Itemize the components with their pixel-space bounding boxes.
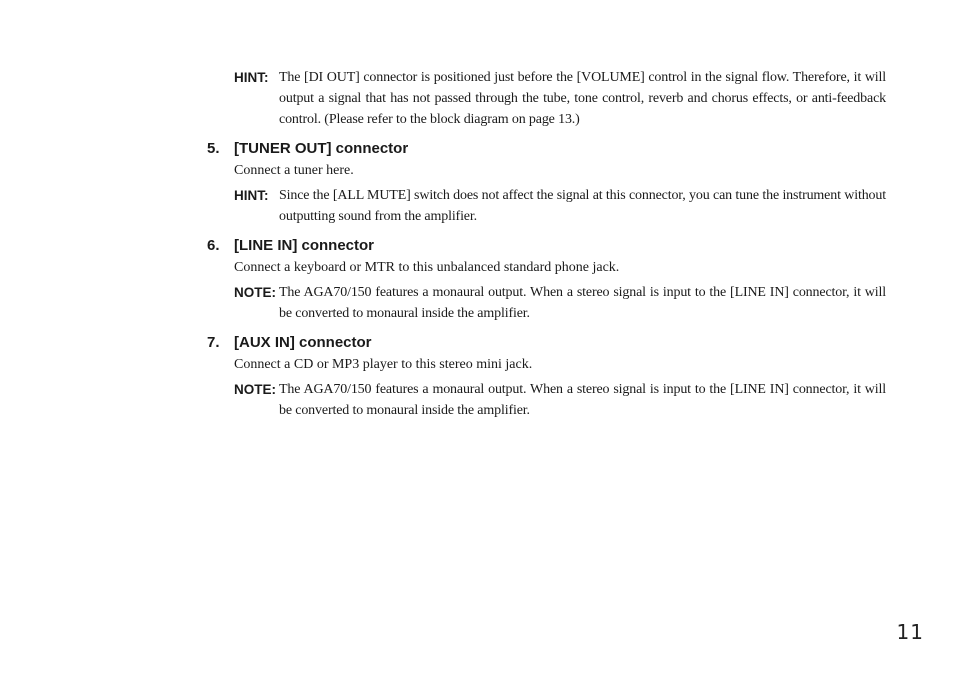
section-description-aux-in: Connect a CD or MP3 player to this stereo mini jack.	[234, 357, 533, 372]
hint-text: Since the [ALL MUTE] switch does not affect the signal at this connector, you can tune the instrument without outputting sound from the amplifier.	[279, 188, 886, 224]
section-description-line-in: Connect a keyboard or MTR to this unbalanced standard phone jack.	[234, 260, 620, 275]
section-number: 7.	[207, 334, 220, 351]
section-number: 6.	[207, 237, 220, 254]
note-text: The AGA70/150 features a monaural output. When a stereo signal is input to the [LINE IN] connector, it will be converted to monaural inside the amplifier.	[279, 382, 886, 418]
section-title: [TUNER OUT] connector	[234, 140, 409, 157]
section-title: [LINE IN] connector	[234, 237, 375, 254]
section-description-tuner-out: Connect a tuner here.	[234, 163, 354, 178]
section-number: 5.	[207, 140, 220, 157]
section-heading-aux-in	[207, 333, 372, 353]
note-label: NOTE:	[234, 285, 276, 300]
hint-label: HINT:	[234, 188, 269, 203]
section-heading-tuner-out	[207, 139, 408, 159]
note-aux-in	[234, 379, 886, 421]
section-title: [AUX IN] connector	[234, 334, 372, 351]
note-label: NOTE:	[234, 382, 276, 397]
hint-tuner-out	[234, 185, 886, 227]
section-heading-line-in	[207, 236, 374, 256]
note-text: The AGA70/150 features a monaural output. When a stereo signal is input to the [LINE IN] connector, it will be converted to monaural inside the amplifier.	[279, 285, 886, 321]
hint-text: The [DI OUT] connector is positioned just before the [VOLUME] control in the signal flow. Therefore, it will output a signal that has not passed through the tube, tone control, reverb and chorus effects, or anti-feedback control. (Please refer to the block diagram on page 13.)	[279, 70, 886, 127]
hint-di-out	[234, 67, 886, 130]
hint-label: HINT:	[234, 70, 269, 85]
note-line-in	[234, 282, 886, 324]
page-number: 11	[896, 620, 924, 644]
